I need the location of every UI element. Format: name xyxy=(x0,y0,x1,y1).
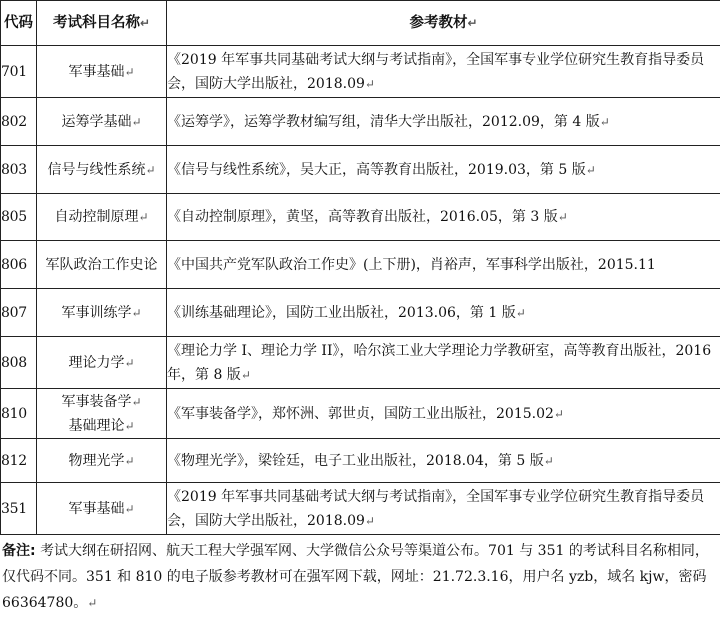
header-subject-name: 考试科目名称↵ xyxy=(37,1,167,46)
row-reference-book: 《2019 年军事共同基础考试大纲与考试指南》，全国军事专业学位研究生教育指导委员会，国防大学出版社，2018.09↵ xyxy=(167,46,720,98)
table-row xyxy=(1,146,720,194)
table-header-row xyxy=(1,1,720,46)
row-subject-name: 理论力学↵ xyxy=(37,337,167,389)
table-row xyxy=(1,439,720,483)
row-reference-book: 《中国共产党军队政治工作史》(上下册)，肖裕声，军事科学出版社，2015.11 xyxy=(167,241,720,289)
row-code: 806 xyxy=(1,241,37,289)
row-code: 701 xyxy=(1,46,37,98)
row-reference-book: 《自动控制原理》，黄坚，高等教育出版社，2016.05，第 3 版↵ xyxy=(167,194,720,241)
row-subject-name: 物理光学↵ xyxy=(37,439,167,483)
remarks-text: 考试大纲在研招网、航天工程大学强军网、大学微信公众号等渠道公布。701 与 351 的考试科目名称相同，仅代码不同。351 和 810 的电子版参考教材可在强军网下载，网址：21.72.3.16，用户名 yzb，域名 kjw，密码 66364780。 xyxy=(2,543,709,611)
row-reference-book: 《训练基础理论》，国防工业出版社，2013.06，第 1 版↵ xyxy=(167,289,720,337)
table-row xyxy=(1,46,720,98)
row-code: 810 xyxy=(1,389,37,439)
row-subject-name: 军事基础↵ xyxy=(37,46,167,98)
row-reference-book: 《2019 年军事共同基础考试大纲与考试指南》，全国军事专业学位研究生教育指导委员会，国防大学出版社，2018.09↵ xyxy=(167,483,720,535)
table-row xyxy=(1,98,720,146)
paragraph-mark: ↵ xyxy=(87,596,98,610)
header-code: 代码 xyxy=(1,1,37,46)
table-row xyxy=(1,389,720,439)
row-code: 802 xyxy=(1,98,37,146)
row-code: 351 xyxy=(1,483,37,535)
row-code: 812 xyxy=(1,439,37,483)
table-row xyxy=(1,337,720,389)
row-code: 805 xyxy=(1,194,37,241)
row-subject-name: 军队政治工作史论 xyxy=(37,241,167,289)
row-subject-name: 军事基础↵ xyxy=(37,483,167,535)
row-subject-name: 信号与线性系统↵ xyxy=(37,146,167,194)
remarks-label: 备注: xyxy=(2,543,36,559)
row-subject-name: 自动控制原理↵ xyxy=(37,194,167,241)
row-code: 808 xyxy=(1,337,37,389)
row-reference-book: 《理论力学 I、理论力学 II》，哈尔滨工业大学理论力学教研室，高等教育出版社，2016 年，第 8 版↵ xyxy=(167,337,720,389)
row-subject-name: 运筹学基础↵ xyxy=(37,98,167,146)
paragraph-mark: ↵ xyxy=(467,16,478,30)
row-code: 807 xyxy=(1,289,37,337)
remarks-note xyxy=(2,538,714,616)
row-subject-name xyxy=(37,389,167,439)
table-row xyxy=(1,194,720,241)
subject-name-line-1: 军事装备学↵ xyxy=(61,393,142,410)
table-row xyxy=(1,483,720,535)
row-reference-book: 《信号与线性系统》，吴大正，高等教育出版社，2019.03，第 5 版↵ xyxy=(167,146,720,194)
paragraph-mark: ↵ xyxy=(139,16,151,30)
table-row xyxy=(1,289,720,337)
table-row xyxy=(1,241,720,289)
row-reference-book: 《物理光学》，梁铨廷，电子工业出版社，2018.04，第 5 版↵ xyxy=(167,439,720,483)
row-reference-book: 《军事装备学》，郑怀洲、郭世贞，国防工业出版社，2015.02↵ xyxy=(167,389,720,439)
row-subject-name: 军事训练学↵ xyxy=(37,289,167,337)
subject-name-line-2: 基础理论↵ xyxy=(68,417,135,434)
row-code: 803 xyxy=(1,146,37,194)
header-reference-book: 参考教材↵ xyxy=(167,1,720,46)
row-reference-book: 《运筹学》，运筹学教材编写组，清华大学出版社，2012.09，第 4 版↵ xyxy=(167,98,720,146)
